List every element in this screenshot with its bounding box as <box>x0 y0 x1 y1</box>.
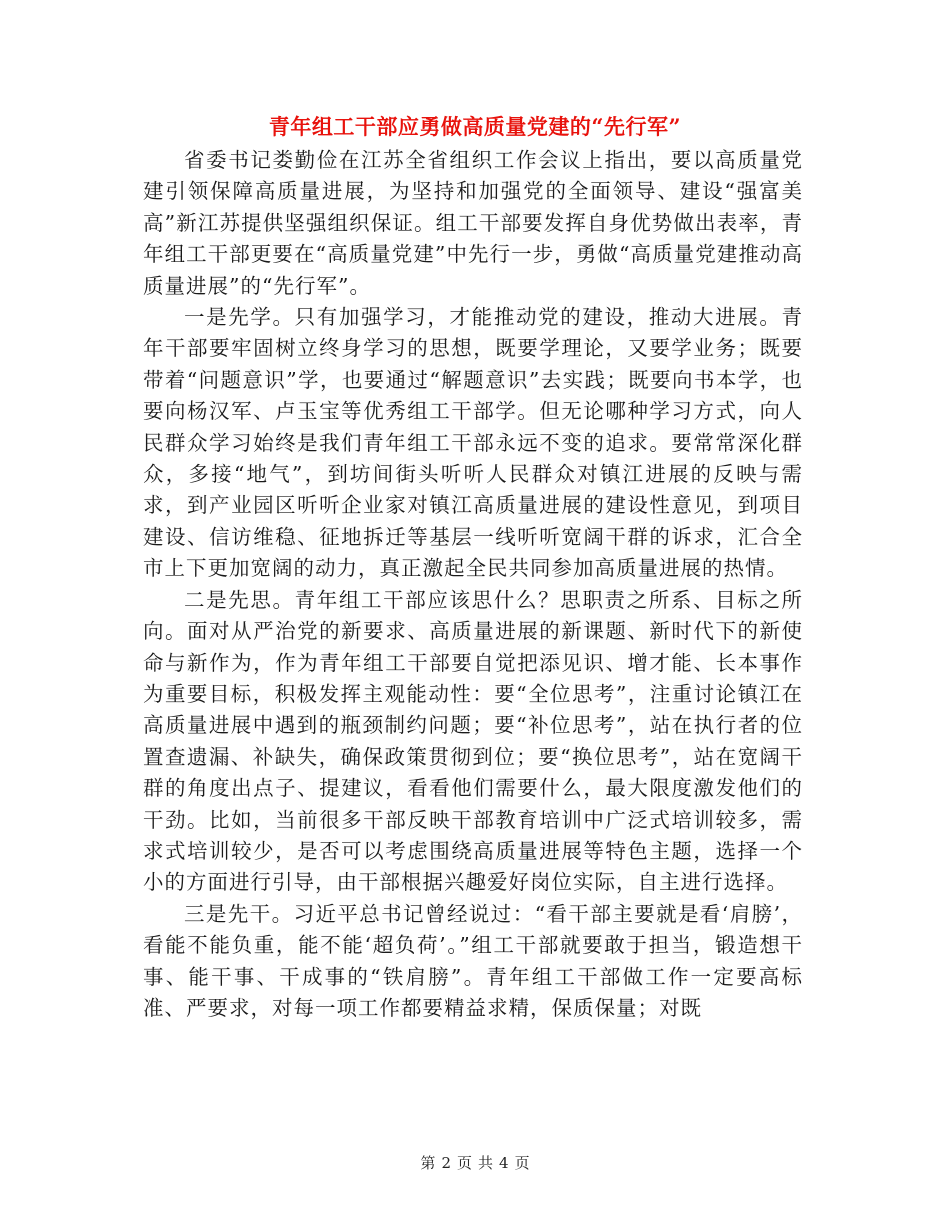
paragraph-intro: 省委书记娄勤俭在江苏全省组织工作会议上指出，要以高质量党建引领保障高质量进展，为坚持和加强党的全面领导、建设“强富美高”新江苏提供坚强组织保证。组工干部要发挥自身优势做出表率，青年组工干部更要在“高质量党建”中先行一步，勇做“高质量党建推动高质量进展”的“先行军”。 <box>143 148 803 298</box>
document-title: 青年组工干部应勇做高质量党建的“先行军” <box>268 114 682 139</box>
paragraph-act-first: 三是先干。习近平总书记曾经说过：“看干部主要就是看‘肩膀’，看能不能负重，能不能‘超负荷’。”组工干部就要敢于担当，锻造想干事、能干事、干成事的“铁肩膀”。青年组工干部做工作一定要高标准、严要求，对每一项工作都要精益求精，保质保量；对既 <box>143 901 803 1020</box>
footer-current-page: 2 <box>441 1154 451 1172</box>
footer-suffix: 页 <box>514 1154 530 1172</box>
page-footer <box>0 1153 950 1173</box>
paragraph-learn-first: 一是先学。只有加强学习，才能推动党的建设，推动大进展。青年干部要牢固树立终身学习的思想，既要学理论，又要学业务；既要带着“问题意识”学，也要通过“解题意识”去实践；既要向书本学，也要向杨汉军、卢玉宝等优秀组工干部学。但无论哪种学习方式，向人民群众学习始终是我们青年组工干部永远不变的追求。要常常深化群众，多接“地气”，到坊间街头听听人民群众对镇江进展的反映与需求，到产业园区听听企业家对镇江高质量进展的建设性意见，到项目建设、信访维稳、征地拆迁等基层一线听听宽阔干群的诉求，汇合全市上下更加宽阔的动力，真正激起全民共同参加高质量进展的热情。 <box>143 305 803 581</box>
document-body <box>143 145 803 1024</box>
footer-prefix: 第 <box>420 1154 436 1172</box>
footer-page-word: 页 <box>456 1154 472 1172</box>
paragraph-think-first: 二是先思。青年组工干部应该思什么？思职责之所系、目标之所向。面对从严治党的新要求、高质量进展的新课题、新时代下的新使命与新作为，作为青年组工干部要自觉把添见识、增才能、长本事作为重要目标，积极发挥主观能动性：要“全位思考”，注重讨论镇江在高质量进展中遇到的瓶颈制约问题；要“补位思考”，站在执行者的位置查遗漏、补缺失，确保政策贯彻到位；要“换位思考”，站在宽阔干群的角度出点子、提建议，看看他们需要什么，最大限度激发他们的干劲。比如，当前很多干部反映干部教育培训中广泛式培训较多，需求式培训较少，是否可以考虑围绕高质量进展等特色主题，选择一个小的方面进行引导，由干部根据兴趣爱好岗位实际，自主进行选择。 <box>143 587 803 895</box>
footer-total-word: 共 <box>478 1154 494 1172</box>
footer-total-pages: 4 <box>499 1154 509 1172</box>
